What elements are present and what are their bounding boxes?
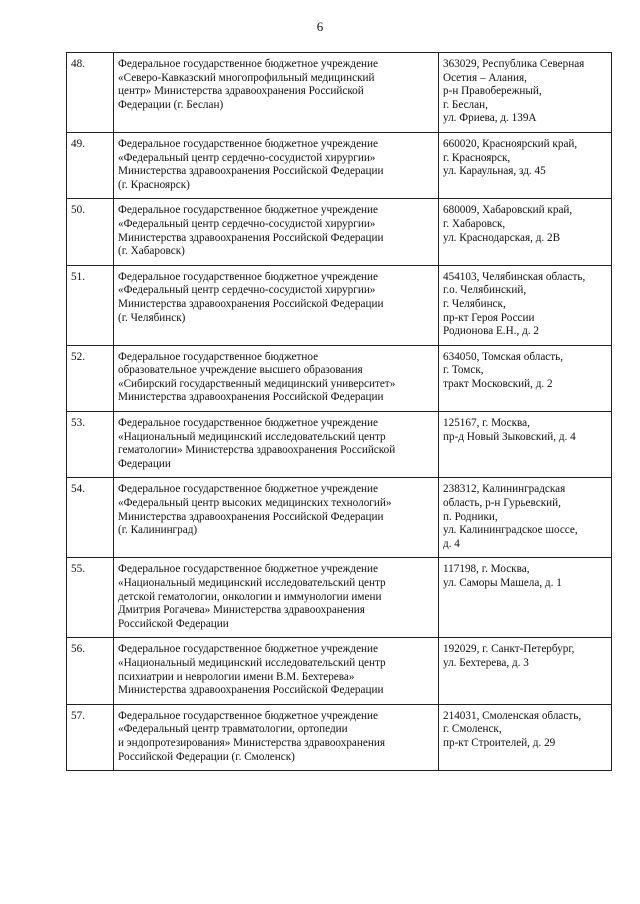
row-number: 52. bbox=[67, 345, 114, 411]
institution-name-line: Федеральное государственное бюджетное учреждение bbox=[118, 483, 378, 496]
institution-name-cell bbox=[114, 478, 439, 558]
institution-name-line: Министерства здравоохранения Российской Федерации bbox=[118, 510, 384, 523]
institution-name-line: «Национальный медицинский исследовательский центр bbox=[118, 430, 386, 443]
institution-address-line: 238312, Калининградская bbox=[443, 483, 566, 496]
institution-name-cell bbox=[114, 53, 439, 133]
institution-address-line: область, р-н Гурьевский, bbox=[443, 497, 561, 510]
table-row bbox=[67, 345, 612, 411]
institution-address-line: р-н Правобережный, bbox=[443, 85, 542, 98]
institution-name-line: образовательное учреждение высшего образования bbox=[118, 364, 363, 377]
institution-name-cell bbox=[114, 558, 439, 638]
institution-name-line: (г. Челябинск) bbox=[118, 311, 186, 324]
institution-name-line: Федеральное государственное бюджетное учреждение bbox=[118, 204, 378, 217]
page-number: 6 bbox=[316, 19, 324, 34]
institution-name-line: Дмитрия Рогачева» Министерства здравоохранения bbox=[118, 604, 365, 617]
institution-address-line: 660020, Красноярский край, bbox=[443, 137, 578, 150]
institution-name-cell bbox=[114, 132, 439, 198]
row-number: 50. bbox=[67, 199, 114, 265]
row-number: 48. bbox=[67, 53, 114, 133]
institution-address-line: 117198, г. Москва, bbox=[443, 563, 530, 576]
table-row bbox=[67, 638, 612, 704]
table-row bbox=[67, 199, 612, 265]
row-number: 54. bbox=[67, 478, 114, 558]
institution-name-cell bbox=[114, 265, 439, 345]
table-row bbox=[67, 558, 612, 638]
institution-address-cell bbox=[439, 638, 612, 704]
institution-name-line: «Национальный медицинский исследовательский центр bbox=[118, 577, 386, 589]
institution-name-line: Федеральное государственное бюджетное bbox=[118, 350, 319, 363]
institution-address-line: ул. Краснодарская, д. 2В bbox=[443, 231, 561, 244]
row-number: 57. bbox=[67, 704, 114, 770]
institution-name-line: Федеральное государственное бюджетное учреждение bbox=[118, 58, 378, 70]
institution-address-line: ул. Саморы Машела, д. 1 bbox=[443, 577, 562, 589]
institution-name-line: гематологии» Министерства здравоохранения Российской bbox=[118, 444, 396, 457]
institution-name-line: (г. Красноярск) bbox=[118, 178, 190, 191]
institution-name-line: Министерства здравоохранения Российской Федерации bbox=[118, 231, 384, 244]
institution-name-line: Российской Федерации bbox=[118, 617, 229, 630]
institution-name-line: Федеральное государственное бюджетное учреждение bbox=[118, 137, 378, 150]
institution-address-cell bbox=[439, 199, 612, 265]
institutions-table bbox=[66, 52, 612, 771]
row-number: 55. bbox=[67, 558, 114, 638]
institution-name-line: Федерации bbox=[118, 457, 171, 470]
institution-name-cell bbox=[114, 199, 439, 265]
institution-address-line: г. Челябинск, bbox=[443, 297, 506, 310]
institution-address-line: пр-кт Строителей, д. 29 bbox=[443, 736, 556, 749]
institution-address-line: 363029, Республика Северная bbox=[443, 58, 585, 70]
institution-name-line: центр» Министерства здравоохранения Российской bbox=[118, 85, 364, 98]
institution-name-line: «Северо-Кавказский многопрофильный медицинский bbox=[118, 71, 375, 84]
row-number: 56. bbox=[67, 638, 114, 704]
institution-address-line: г. Беслан, bbox=[443, 98, 488, 111]
institution-address-line: 680009, Хабаровский край, bbox=[443, 204, 573, 217]
institution-address-line: пр-кт Героя России bbox=[443, 311, 535, 324]
institution-address-cell bbox=[439, 53, 612, 133]
institution-address-cell bbox=[439, 558, 612, 638]
institution-name-line: «Федеральный центр травматологии, ортопедии bbox=[118, 723, 348, 736]
institution-name-line: «Федеральный центр высоких медицинских технологий» bbox=[118, 497, 392, 510]
institution-address-line: 634050, Томская область, bbox=[443, 350, 564, 363]
row-number: 49. bbox=[67, 132, 114, 198]
institution-address-line: ул. Бехтерева, д. 3 bbox=[443, 656, 529, 669]
institution-address-line: г. Хабаровск, bbox=[443, 217, 506, 230]
table-row bbox=[67, 132, 612, 198]
institution-address-line: г. Томск, bbox=[443, 364, 484, 377]
institution-name-line: Федеральное государственное бюджетное учреждение bbox=[118, 417, 378, 430]
institution-name-line: (г. Хабаровск) bbox=[118, 245, 185, 258]
institution-name-line: Федерации (г. Беслан) bbox=[118, 98, 224, 111]
institution-address-line: пр-д Новый Зыковский, д. 4 bbox=[443, 430, 576, 443]
institution-name-line: «Сибирский государственный медицинский университет» bbox=[118, 377, 396, 390]
institution-name-line: психиатрии и неврологии имени В.М. Бехтерева» bbox=[118, 670, 355, 683]
row-number: 51. bbox=[67, 265, 114, 345]
institution-name-line: Российской Федерации (г. Смоленск) bbox=[118, 750, 295, 763]
institution-name-line: Министерства здравоохранения Российской Федерации bbox=[118, 297, 384, 310]
institution-name-line: «Федеральный центр сердечно-сосудистой хирургии» bbox=[118, 151, 376, 164]
institution-name-cell bbox=[114, 638, 439, 704]
institution-name-line: и эндопротезирования» Министерства здравоохранения bbox=[118, 736, 385, 749]
institution-name-line: детской гематологии, онкологии и иммунологии имени bbox=[118, 590, 382, 603]
institution-name-line: Федеральное государственное бюджетное учреждение bbox=[118, 270, 378, 283]
institution-address-cell bbox=[439, 265, 612, 345]
institution-name-cell bbox=[114, 412, 439, 478]
institution-address-line: 214031, Смоленская область, bbox=[443, 709, 582, 722]
table-row bbox=[67, 704, 612, 770]
institution-address-line: тракт Московский, д. 2 bbox=[443, 377, 553, 390]
institution-name-line: Министерства здравоохранения Российской Федерации bbox=[118, 391, 384, 404]
institution-name-line: Министерства здравоохранения Российской Федерации bbox=[118, 165, 384, 178]
institutions-table-body bbox=[67, 53, 612, 771]
institution-address-cell bbox=[439, 345, 612, 411]
institution-address-cell bbox=[439, 132, 612, 198]
institution-name-line: «Федеральный центр сердечно-сосудистой хирургии» bbox=[118, 284, 376, 297]
institution-name-line: (г. Калининград) bbox=[118, 524, 198, 537]
table-row bbox=[67, 53, 612, 133]
institution-address-line: г. Красноярск, bbox=[443, 151, 511, 164]
institution-name-cell bbox=[114, 704, 439, 770]
institution-name-line: Федеральное государственное бюджетное учреждение bbox=[118, 709, 378, 722]
institution-address-line: Осетия – Алания, bbox=[443, 71, 527, 84]
institution-address-line: Родионова Е.Н., д. 2 bbox=[443, 325, 539, 338]
institution-name-line: Федеральное государственное бюджетное учреждение bbox=[118, 643, 378, 656]
institution-address-line: г.о. Челябинский, bbox=[443, 284, 527, 297]
institution-address-line: г. Смоленск, bbox=[443, 723, 502, 736]
institution-address-line: 125167, г. Москва, bbox=[443, 417, 530, 430]
row-number: 53. bbox=[67, 412, 114, 478]
institution-name-line: Федеральное государственное бюджетное учреждение bbox=[118, 563, 378, 576]
institution-address-cell bbox=[439, 478, 612, 558]
institution-name-line: Министерства здравоохранения Российской Федерации bbox=[118, 684, 384, 697]
table-row bbox=[67, 412, 612, 478]
institution-address-cell bbox=[439, 704, 612, 770]
institution-address-line: п. Родники, bbox=[443, 510, 498, 523]
institution-address-line: ул. Калининградское шоссе, bbox=[443, 524, 578, 537]
institution-address-line: 192029, г. Санкт-Петербург, bbox=[443, 643, 575, 656]
institution-name-cell bbox=[114, 345, 439, 411]
institution-address-line: 454103, Челябинская область, bbox=[443, 270, 586, 283]
table-row bbox=[67, 478, 612, 558]
institution-name-line: «Национальный медицинский исследовательский центр bbox=[118, 656, 386, 669]
institution-address-line: ул. Караульная, зд. 45 bbox=[443, 165, 546, 178]
institution-address-line: ул. Фриева, д. 139А bbox=[443, 112, 537, 125]
institution-name-line: «Федеральный центр сердечно-сосудистой хирургии» bbox=[118, 217, 376, 230]
institution-address-line: д. 4 bbox=[443, 537, 460, 550]
table-row bbox=[67, 265, 612, 345]
institution-address-cell bbox=[439, 412, 612, 478]
